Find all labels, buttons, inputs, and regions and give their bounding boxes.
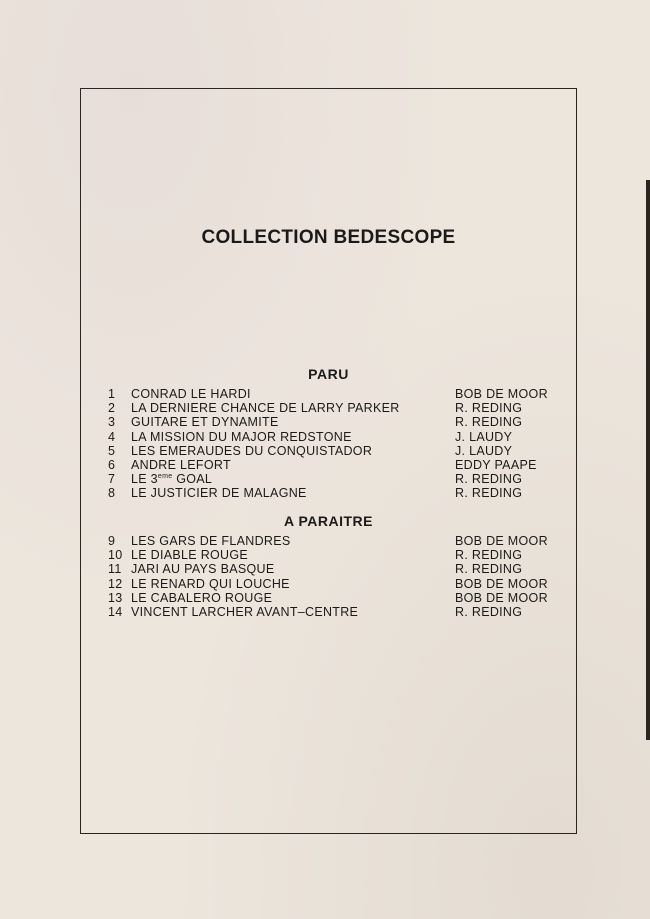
item-number: 1 <box>108 387 116 401</box>
item-title: LES GARS DE FLANDRES <box>131 534 291 548</box>
item-author: R. REDING <box>455 548 523 563</box>
item-title: ANDRE LEFORT <box>131 457 231 472</box>
list-item <box>81 387 576 401</box>
list-item <box>81 577 576 591</box>
item-title: LA DERNIERE CHANCE DE LARRY PARKER <box>131 401 400 416</box>
item-number: 8 <box>108 486 116 501</box>
item-number: 6 <box>108 457 116 472</box>
page-edge-shadow <box>646 180 650 740</box>
item-number: 10 <box>108 548 123 563</box>
item-author: R. REDING <box>455 415 523 430</box>
section-heading-paru: PARU <box>308 366 349 382</box>
item-author: BOB DE MOOR <box>455 590 548 605</box>
list-item <box>81 444 576 458</box>
paru-list <box>81 387 576 501</box>
item-number: 2 <box>108 401 116 416</box>
item-author: BOB DE MOOR <box>455 576 548 591</box>
item-title: LE CABALERO ROUGE <box>131 590 273 605</box>
item-title <box>131 472 212 486</box>
item-title: CONRAD LE HARDI <box>131 387 251 401</box>
item-title: LE RENARD QUI LOUCHE <box>131 576 290 591</box>
item-title-superscript: eme <box>157 473 173 481</box>
list-item <box>81 472 576 486</box>
item-author: R. REDING <box>455 604 523 619</box>
item-author: R. REDING <box>455 562 523 577</box>
item-author: EDDY PAAPE <box>455 457 537 472</box>
item-author: R. REDING <box>455 401 523 416</box>
a-paraitre-list <box>81 534 576 619</box>
item-author: R. REDING <box>455 486 523 501</box>
item-number: 14 <box>108 604 123 619</box>
item-number: 9 <box>108 534 116 548</box>
section-heading-a-paraitre: A PARAITRE <box>284 513 373 529</box>
item-number: 4 <box>108 429 116 444</box>
item-author: J. LAUDY <box>455 429 513 444</box>
list-item <box>81 548 576 562</box>
list-item <box>81 534 576 548</box>
item-number: 11 <box>108 562 122 577</box>
list-item <box>81 458 576 472</box>
list-item <box>81 401 576 415</box>
collection-title: COLLECTION BEDESCOPE <box>201 227 456 248</box>
list-item <box>81 430 576 444</box>
list-item <box>81 415 576 429</box>
item-number: 13 <box>108 590 123 605</box>
content-frame <box>80 88 577 834</box>
item-title: VINCENT LARCHER AVANT–CENTRE <box>131 604 359 619</box>
list-item <box>81 605 576 619</box>
item-title-suffix: GOAL <box>172 472 213 487</box>
item-title-prefix: LE 3 <box>131 472 158 487</box>
item-author: R. REDING <box>455 472 523 487</box>
item-number: 5 <box>108 443 116 458</box>
item-author: J. LAUDY <box>455 443 513 458</box>
item-number: 12 <box>108 576 123 591</box>
item-title: GUITARE ET DYNAMITE <box>131 415 279 430</box>
item-author: BOB DE MOOR <box>455 387 548 401</box>
item-title: LE JUSTICIER DE MALAGNE <box>131 486 307 501</box>
item-number: 7 <box>108 472 116 487</box>
item-number: 3 <box>108 415 116 430</box>
list-item <box>81 486 576 500</box>
item-title: LA MISSION DU MAJOR REDSTONE <box>131 429 352 444</box>
list-item <box>81 591 576 605</box>
list-item <box>81 562 576 576</box>
item-author: BOB DE MOOR <box>455 534 548 548</box>
item-title: LES EMERAUDES DU CONQUISTADOR <box>131 443 373 458</box>
item-title: JARI AU PAYS BASQUE <box>131 562 275 577</box>
item-title: LE DIABLE ROUGE <box>131 548 249 563</box>
